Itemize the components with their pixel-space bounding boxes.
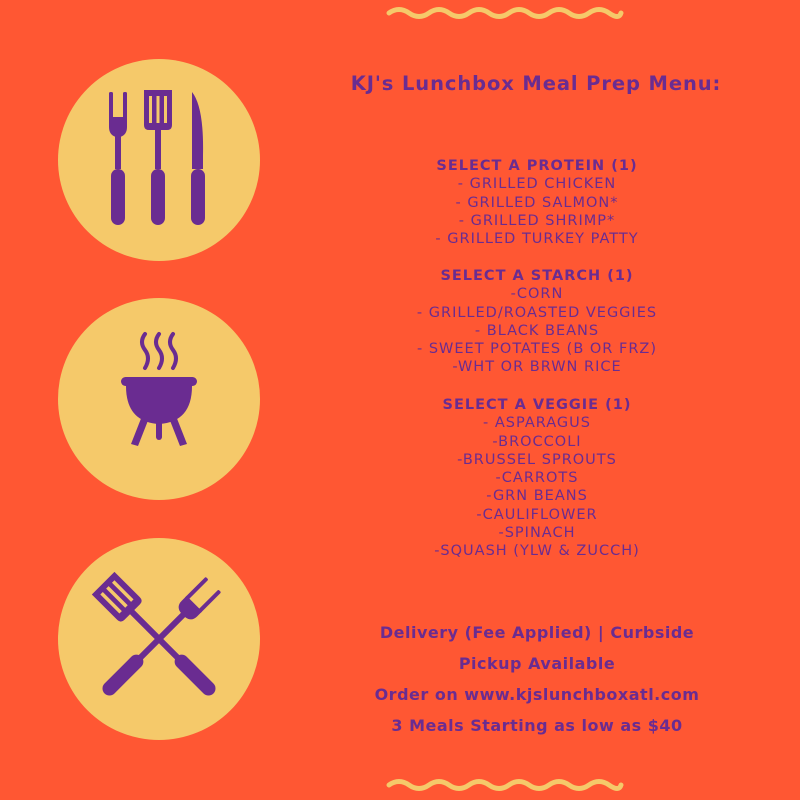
- menu-item: -SPINACH: [498, 525, 576, 542]
- menu-item: -BRUSSEL SPROUTS: [457, 451, 617, 468]
- menu-item: -GRN BEANS: [486, 488, 588, 505]
- menu-item: -CORN: [510, 286, 564, 303]
- crossed-spatula-fork-icon-badge: [58, 538, 260, 740]
- decorative-wave-top: [385, 6, 625, 20]
- pricing-info: 3 Meals Starting as low as $40: [391, 716, 683, 735]
- grill-icon: [58, 298, 260, 500]
- cutlery-icon-badge: [58, 59, 260, 261]
- crossed-spatula-fork-icon: [58, 538, 260, 740]
- menu-item: - BLACK BEANS: [474, 322, 600, 339]
- starch-section: [340, 267, 734, 377]
- menu-item: -BROCCOLI: [492, 433, 582, 450]
- menu-item: -SQUASH (YLW & ZUCCH): [434, 543, 640, 560]
- decorative-wave-bottom: [385, 778, 625, 792]
- order-website: Order on www.kjslunchboxatl.com: [374, 685, 700, 704]
- delivery-info: Delivery (Fee Applied) | Curbside: [379, 623, 695, 642]
- cutlery-icon: [58, 59, 260, 261]
- grill-icon-badge: [58, 298, 260, 500]
- menu-title: KJ's Lunchbox Meal Prep Menu:: [350, 72, 722, 95]
- section-heading: SELECT A PROTEIN (1): [436, 158, 638, 174]
- menu-item: - GRILLED TURKEY PATTY: [435, 231, 639, 248]
- menu-item: -WHT OR BRWN RICE: [452, 359, 622, 376]
- section-heading: SELECT A VEGGIE (1): [442, 397, 632, 413]
- menu-item: -CARROTS: [495, 470, 579, 487]
- ordering-info: [340, 617, 734, 741]
- veggie-section: [340, 396, 734, 561]
- pickup-info: Pickup Available: [458, 654, 616, 673]
- menu-item: - ASPARAGUS: [483, 415, 591, 432]
- section-heading: SELECT A STARCH (1): [440, 268, 634, 284]
- protein-section: [340, 157, 734, 248]
- menu-item: - SWEET POTATES (B OR FRZ): [416, 341, 657, 358]
- menu-item: - GRILLED SHRIMP*: [458, 212, 616, 229]
- menu-item: - GRILLED/ROASTED VEGGIES: [416, 304, 658, 321]
- menu-item: -CAULIFLOWER: [476, 506, 598, 523]
- menu-item: - GRILLED SALMON*: [455, 194, 619, 211]
- menu-item: - GRILLED CHICKEN: [457, 176, 617, 193]
